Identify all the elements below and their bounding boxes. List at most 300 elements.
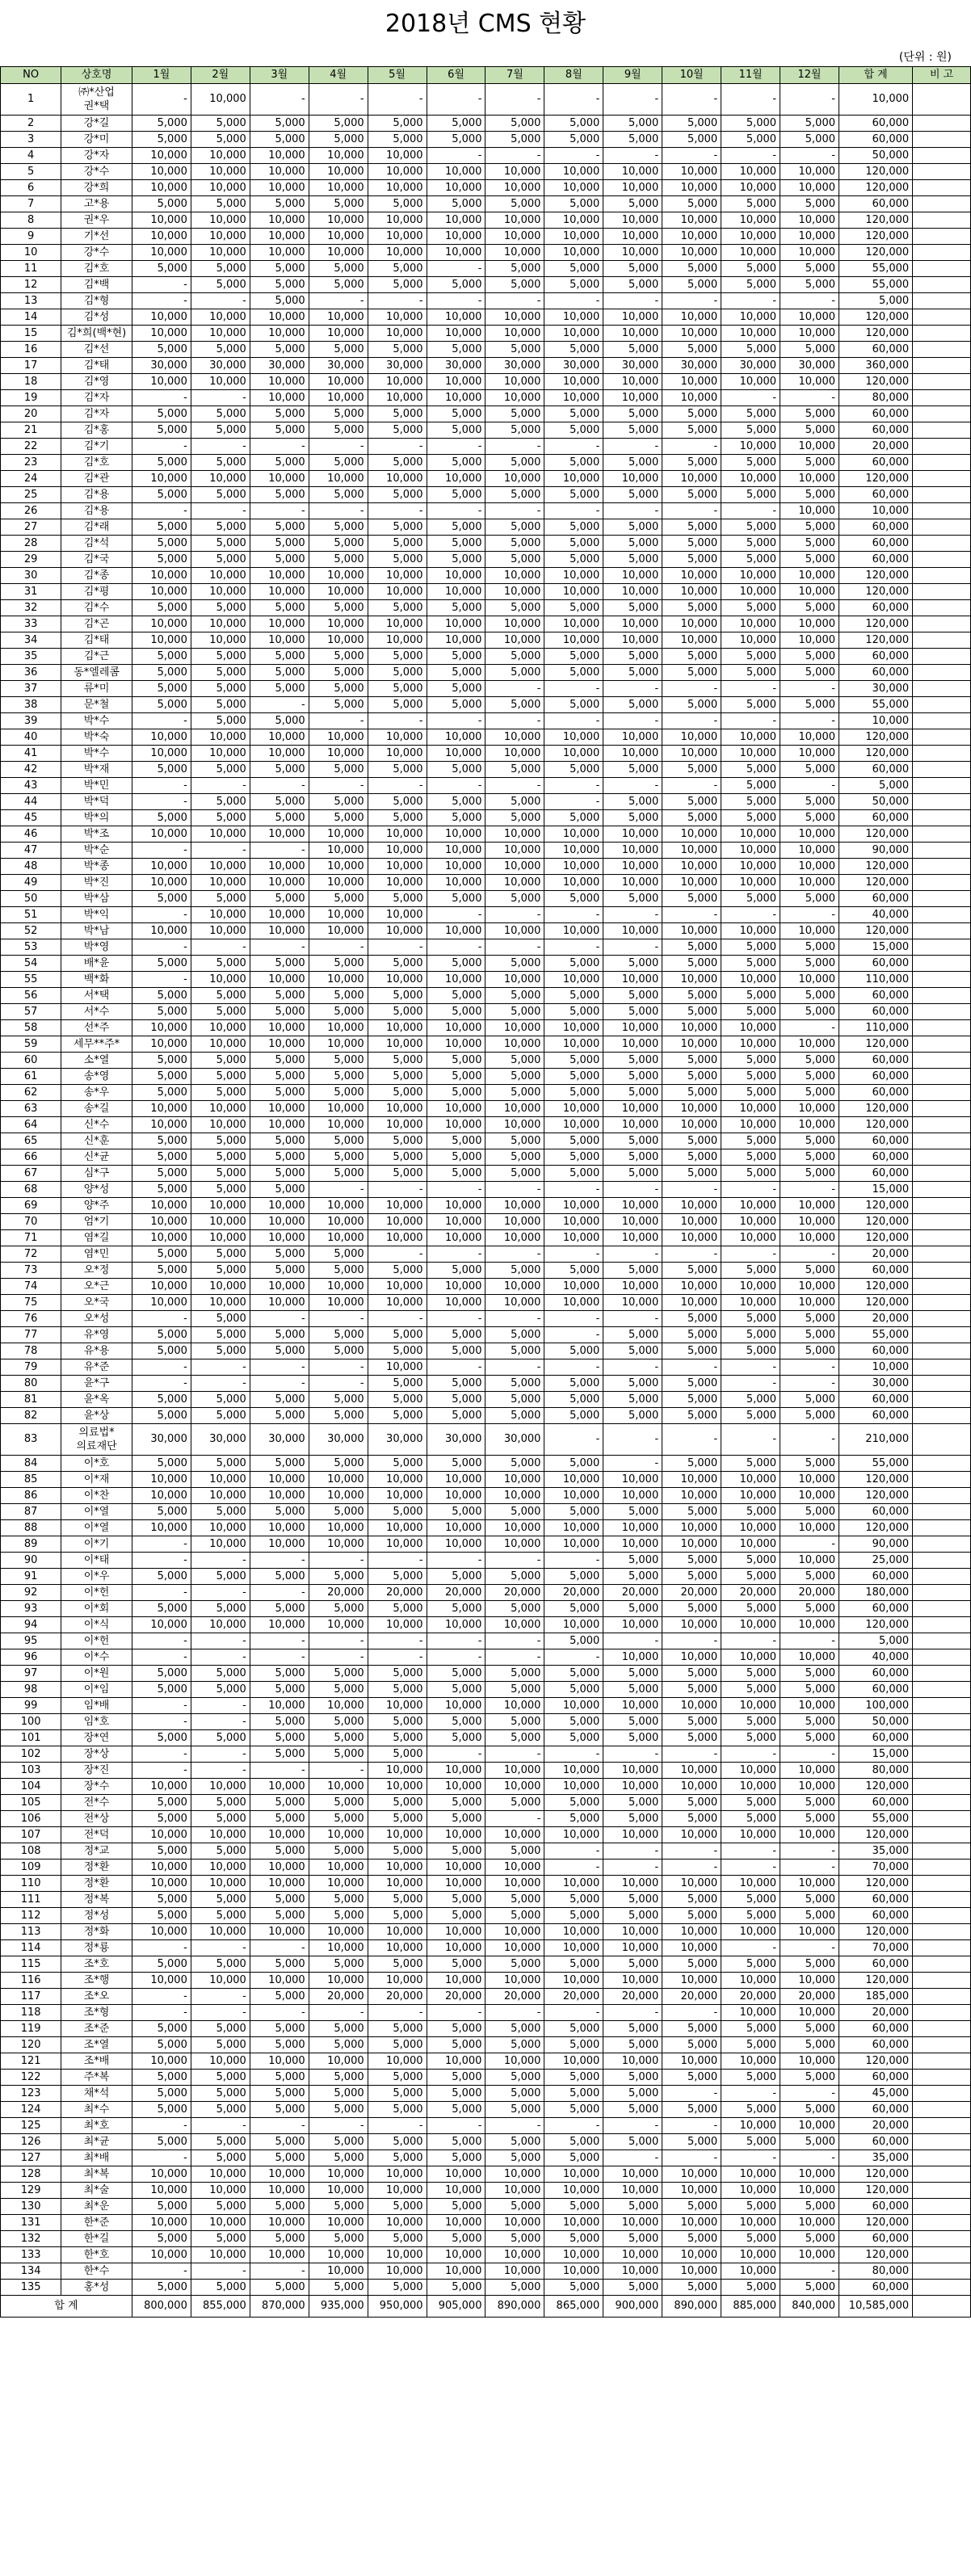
- month-amount: 10,000: [721, 1214, 780, 1230]
- row-number: 45: [1, 810, 61, 826]
- company-name: 임*호: [61, 1714, 132, 1730]
- month-amount: 5,000: [368, 1569, 427, 1585]
- month-amount: 10,000: [780, 1973, 839, 1989]
- month-amount: 5,000: [309, 665, 368, 681]
- month-amount: -: [132, 1376, 191, 1392]
- month-amount: -: [780, 1020, 839, 1036]
- month-amount: 10,000: [721, 1779, 780, 1795]
- month-amount: 20,000: [603, 1989, 662, 2005]
- remarks-cell: [913, 261, 971, 277]
- month-amount: 5,000: [662, 600, 721, 616]
- row-number: 13: [1, 293, 61, 309]
- month-amount: 10,000: [309, 1940, 368, 1956]
- company-name: 염*민: [61, 1246, 132, 1263]
- month-amount: 10,000: [544, 2263, 603, 2280]
- month-amount: 5,000: [662, 1730, 721, 1746]
- month-amount: 10,000: [662, 2263, 721, 2280]
- table-row: [1, 2118, 971, 2134]
- month-amount: 10,000: [603, 746, 662, 762]
- month-amount: 5,000: [132, 810, 191, 826]
- month-amount: 10,000: [780, 1876, 839, 1892]
- table-row: [1, 1085, 971, 1101]
- month-amount: 10,000: [603, 1617, 662, 1633]
- row-number: 27: [1, 519, 61, 536]
- month-amount: 5,000: [368, 2021, 427, 2037]
- month-amount: 10,000: [485, 616, 544, 632]
- table-row: [1, 229, 971, 245]
- month-amount: 5,000: [309, 1246, 368, 1263]
- month-amount: -: [250, 778, 309, 794]
- remarks-cell: [913, 1424, 971, 1456]
- remarks-cell: [913, 212, 971, 229]
- company-name: 박*수: [61, 713, 132, 729]
- month-amount: 20,000: [368, 1585, 427, 1601]
- month-amount: 5,000: [427, 519, 485, 536]
- month-amount: 10,000: [544, 923, 603, 939]
- month-amount: 5,000: [780, 2037, 839, 2053]
- month-amount: 10,000: [544, 1020, 603, 1036]
- month-amount: 5,000: [368, 794, 427, 810]
- month-amount: 10,000: [603, 1279, 662, 1295]
- month-amount: 10,000: [368, 1214, 427, 1230]
- row-total: 90,000: [839, 1536, 913, 1553]
- month-amount: -: [132, 2118, 191, 2134]
- month-amount: -: [132, 293, 191, 309]
- row-total: 60,000: [839, 1392, 913, 1408]
- month-amount: 5,000: [544, 1892, 603, 1908]
- table-row: [1, 2037, 971, 2053]
- row-total: 20,000: [839, 2118, 913, 2134]
- month-amount: -: [662, 439, 721, 455]
- row-total: 120,000: [839, 568, 913, 584]
- month-amount: -: [368, 713, 427, 729]
- month-amount: 5,000: [603, 406, 662, 422]
- month-amount: 5,000: [603, 1133, 662, 1149]
- table-row: [1, 1666, 971, 1682]
- company-name: 선*주: [61, 1020, 132, 1036]
- month-amount: 10,000: [721, 568, 780, 584]
- company-name: 김*성: [61, 309, 132, 326]
- month-amount: 5,000: [721, 810, 780, 826]
- month-amount: 10,000: [427, 972, 485, 988]
- month-amount: 10,000: [191, 1198, 250, 1214]
- month-amount: -: [250, 1649, 309, 1666]
- month-amount: 5,000: [368, 1408, 427, 1424]
- month-amount: -: [191, 503, 250, 519]
- month-amount: -: [721, 2150, 780, 2166]
- month-amount: 10,000: [662, 2183, 721, 2199]
- month-amount: 10,000: [544, 245, 603, 261]
- remarks-cell: [913, 1069, 971, 1085]
- month-amount: 10,000: [603, 972, 662, 988]
- month-amount: 10,000: [485, 729, 544, 746]
- month-amount: -: [427, 713, 485, 729]
- month-amount: 10,000: [721, 1198, 780, 1214]
- month-amount: 5,000: [485, 1892, 544, 1908]
- month-amount: 5,000: [132, 2280, 191, 2296]
- month-amount: 5,000: [132, 600, 191, 616]
- table-row: [1, 1520, 971, 1536]
- remarks-cell: [913, 2053, 971, 2070]
- month-amount: 5,000: [603, 1327, 662, 1343]
- month-amount: 30,000: [191, 358, 250, 374]
- month-amount: -: [427, 1311, 485, 1327]
- month-amount: 20,000: [368, 1989, 427, 2005]
- month-amount: 10,000: [721, 309, 780, 326]
- month-amount: -: [132, 1633, 191, 1649]
- month-amount: 5,000: [368, 1714, 427, 1730]
- month-amount: 5,000: [132, 1811, 191, 1827]
- row-total: 55,000: [839, 697, 913, 713]
- month-amount: 10,000: [603, 326, 662, 342]
- month-amount: -: [368, 1649, 427, 1666]
- month-amount: -: [191, 1553, 250, 1569]
- row-total: 60,000: [839, 455, 913, 471]
- month-amount: 10,000: [662, 1763, 721, 1779]
- company-name: 오*근: [61, 1279, 132, 1295]
- column-header: 합 계: [839, 67, 913, 84]
- row-total: 10,000: [839, 713, 913, 729]
- month-amount: 5,000: [603, 697, 662, 713]
- month-amount: 10,000: [368, 1617, 427, 1633]
- remarks-cell: [913, 2118, 971, 2134]
- row-total: 60,000: [839, 1166, 913, 1182]
- month-amount: 5,000: [132, 956, 191, 972]
- company-name: 고*용: [61, 196, 132, 212]
- table-row: [1, 503, 971, 519]
- company-name: 전*수: [61, 1795, 132, 1811]
- month-amount: -: [485, 778, 544, 794]
- month-amount: -: [191, 778, 250, 794]
- month-amount: -: [780, 1860, 839, 1876]
- month-amount: 5,000: [780, 1892, 839, 1908]
- row-number: 53: [1, 939, 61, 956]
- table-row: [1, 568, 971, 584]
- row-number: 113: [1, 1924, 61, 1940]
- month-amount: 5,000: [368, 1843, 427, 1860]
- month-amount: -: [780, 390, 839, 406]
- month-amount: 5,000: [368, 762, 427, 778]
- table-row: [1, 439, 971, 455]
- company-name: 김*석: [61, 536, 132, 552]
- month-amount: 10,000: [132, 1779, 191, 1795]
- row-number: 66: [1, 1149, 61, 1166]
- month-amount: 5,000: [191, 1392, 250, 1408]
- remarks-cell: [913, 1924, 971, 1940]
- row-total: 55,000: [839, 1811, 913, 1827]
- month-amount: 5,000: [250, 649, 309, 665]
- month-amount: 5,000: [485, 1376, 544, 1392]
- row-total: 120,000: [839, 746, 913, 762]
- month-amount: 10,000: [132, 616, 191, 632]
- row-total: 120,000: [839, 374, 913, 390]
- month-amount: 10,000: [368, 164, 427, 180]
- row-number: 116: [1, 1973, 61, 1989]
- month-amount: 5,000: [191, 1408, 250, 1424]
- month-amount: 10,000: [485, 1279, 544, 1295]
- month-amount: 5,000: [780, 2070, 839, 2086]
- company-name: 김*근: [61, 649, 132, 665]
- row-total: 120,000: [839, 2183, 913, 2199]
- month-amount: 5,000: [368, 342, 427, 358]
- row-total: 120,000: [839, 2215, 913, 2231]
- month-amount: 10,000: [662, 1876, 721, 1892]
- remarks-cell: [913, 1569, 971, 1585]
- month-amount: 10,000: [368, 180, 427, 196]
- month-amount: 5,000: [662, 1392, 721, 1408]
- month-amount: 10,000: [544, 616, 603, 632]
- month-amount: 10,000: [191, 1860, 250, 1876]
- remarks-cell: [913, 2215, 971, 2231]
- company-name: 최*호: [61, 2118, 132, 2134]
- month-amount: 5,000: [132, 552, 191, 568]
- month-amount: 5,000: [309, 1456, 368, 1472]
- month-amount: 10,000: [603, 471, 662, 487]
- month-amount: 5,000: [191, 600, 250, 616]
- month-amount: -: [780, 713, 839, 729]
- month-amount: -: [603, 84, 662, 116]
- month-amount: 10,000: [309, 1198, 368, 1214]
- month-amount: -: [132, 1698, 191, 1714]
- remarks-cell: [913, 439, 971, 455]
- company-name: 송*우: [61, 1085, 132, 1101]
- company-name: 김*자: [61, 406, 132, 422]
- month-amount: 10,000: [721, 1295, 780, 1311]
- month-amount: 10,000: [780, 164, 839, 180]
- remarks-cell: [913, 1198, 971, 1214]
- month-amount: 5,000: [368, 536, 427, 552]
- month-amount: 10,000: [544, 1472, 603, 1488]
- remarks-cell: [913, 293, 971, 309]
- month-amount: 10,000: [250, 1117, 309, 1133]
- month-amount: 30,000: [191, 1424, 250, 1456]
- remarks-cell: [913, 1085, 971, 1101]
- month-amount: 10,000: [309, 568, 368, 584]
- company-name: 정*룡: [61, 1940, 132, 1956]
- month-amount: 5,000: [250, 681, 309, 697]
- month-amount: 10,000: [721, 2247, 780, 2263]
- row-total: 120,000: [839, 875, 913, 891]
- month-amount: 5,000: [721, 649, 780, 665]
- month-amount: 5,000: [250, 762, 309, 778]
- month-amount: 10,000: [544, 1295, 603, 1311]
- month-amount: -: [368, 1246, 427, 1263]
- month-amount: -: [544, 1182, 603, 1198]
- company-name: 장*진: [61, 1763, 132, 1779]
- month-amount: 10,000: [250, 2215, 309, 2231]
- month-amount: -: [309, 503, 368, 519]
- table-row: [1, 1504, 971, 1520]
- month-amount: 5,000: [309, 2037, 368, 2053]
- month-amount: -: [368, 503, 427, 519]
- month-amount: 5,000: [780, 1133, 839, 1149]
- row-number: 91: [1, 1569, 61, 1585]
- month-amount: 5,000: [427, 2037, 485, 2053]
- month-amount: 5,000: [721, 2070, 780, 2086]
- month-amount: 5,000: [427, 1682, 485, 1698]
- month-amount: 5,000: [309, 1133, 368, 1149]
- month-amount: -: [662, 681, 721, 697]
- month-amount: 10,000: [721, 2005, 780, 2021]
- remarks-cell: [913, 632, 971, 649]
- month-amount: 10,000: [662, 1649, 721, 1666]
- row-number: 79: [1, 1359, 61, 1376]
- month-amount: 5,000: [780, 2280, 839, 2296]
- month-amount: -: [662, 2150, 721, 2166]
- month-amount: 10,000: [544, 2166, 603, 2183]
- month-amount: 5,000: [780, 794, 839, 810]
- month-amount: 10,000: [250, 1536, 309, 1553]
- month-amount: 10,000: [544, 1698, 603, 1714]
- company-name: 정*교: [61, 1843, 132, 1860]
- remarks-cell: [913, 875, 971, 891]
- month-amount: 10,000: [309, 1876, 368, 1892]
- month-amount: 5,000: [427, 1166, 485, 1182]
- remarks-cell: [913, 972, 971, 988]
- month-amount: 5,000: [368, 1730, 427, 1746]
- table-row: [1, 245, 971, 261]
- month-amount: 5,000: [132, 1133, 191, 1149]
- row-total: 120,000: [839, 1117, 913, 1133]
- month-amount: 10,000: [427, 1472, 485, 1488]
- month-amount: 10,000: [721, 616, 780, 632]
- month-amount: 5,000: [309, 2199, 368, 2215]
- month-amount: 10,000: [250, 1520, 309, 1536]
- month-amount: 10,000: [191, 471, 250, 487]
- row-number: 44: [1, 794, 61, 810]
- month-amount: 5,000: [132, 2102, 191, 2118]
- remarks-cell: [913, 1553, 971, 1569]
- row-number: 34: [1, 632, 61, 649]
- month-amount: -: [132, 2263, 191, 2280]
- month-amount: 10,000: [368, 584, 427, 600]
- month-amount: 5,000: [191, 196, 250, 212]
- month-amount: 5,000: [603, 1666, 662, 1682]
- month-amount: 10,000: [662, 2247, 721, 2263]
- row-total: 120,000: [839, 1472, 913, 1488]
- month-amount: 10,000: [309, 1214, 368, 1230]
- month-amount: 10,000: [603, 1698, 662, 1714]
- month-amount: 10,000: [191, 2053, 250, 2070]
- month-amount: -: [368, 939, 427, 956]
- row-number: 16: [1, 342, 61, 358]
- month-amount: 5,000: [780, 1085, 839, 1101]
- month-amount: 5,000: [780, 2231, 839, 2247]
- month-amount: -: [485, 293, 544, 309]
- remarks-cell: [913, 1004, 971, 1020]
- company-name: 김*선: [61, 342, 132, 358]
- row-number: 69: [1, 1198, 61, 1214]
- month-amount: 5,000: [780, 1408, 839, 1424]
- month-amount: 10,000: [309, 1472, 368, 1488]
- row-number: 131: [1, 2215, 61, 2231]
- month-amount: 10,000: [485, 875, 544, 891]
- month-amount: 5,000: [191, 2086, 250, 2102]
- month-amount: -: [309, 2118, 368, 2134]
- month-amount: 10,000: [780, 875, 839, 891]
- month-amount: 5,000: [427, 891, 485, 907]
- month-amount: 10,000: [191, 2215, 250, 2231]
- table-row: [1, 1117, 971, 1133]
- month-amount: 10,000: [132, 212, 191, 229]
- month-amount: 5,000: [721, 956, 780, 972]
- month-amount: 10,000: [132, 859, 191, 875]
- month-amount: 10,000: [662, 1214, 721, 1230]
- month-amount: 5,000: [132, 487, 191, 503]
- grand-total: 10,585,000: [839, 2296, 913, 2318]
- month-amount: 5,000: [427, 810, 485, 826]
- month-amount: 5,000: [132, 891, 191, 907]
- month-amount: 5,000: [485, 988, 544, 1004]
- month-amount: 10,000: [427, 471, 485, 487]
- table-row: [1, 843, 971, 859]
- month-amount: 30,000: [427, 358, 485, 374]
- remarks-cell: [913, 84, 971, 116]
- remarks-cell: [913, 2102, 971, 2118]
- month-amount: 10,000: [368, 1536, 427, 1553]
- month-amount: 10,000: [250, 2183, 309, 2199]
- month-amount: 10,000: [780, 746, 839, 762]
- month-amount: 5,000: [721, 406, 780, 422]
- month-amount: -: [191, 1376, 250, 1392]
- company-name: 송*영: [61, 1069, 132, 1085]
- row-total: 60,000: [839, 487, 913, 503]
- row-total: 60,000: [839, 1908, 913, 1924]
- row-number: 110: [1, 1876, 61, 1892]
- month-amount: 5,000: [780, 665, 839, 681]
- table-row: [1, 1940, 971, 1956]
- month-amount: 5,000: [721, 1053, 780, 1069]
- month-amount: 5,000: [662, 422, 721, 439]
- month-amount: -: [368, 1633, 427, 1649]
- month-amount: 5,000: [132, 1504, 191, 1520]
- month-amount: 5,000: [191, 2134, 250, 2150]
- month-amount: 5,000: [309, 1811, 368, 1827]
- month-amount: -: [544, 2005, 603, 2021]
- column-header: 4월: [309, 67, 368, 84]
- company-name: 문*철: [61, 697, 132, 713]
- month-amount: 10,000: [132, 632, 191, 649]
- company-name: 장*연: [61, 1730, 132, 1746]
- month-amount: 5,000: [132, 1666, 191, 1682]
- month-amount: 5,000: [603, 487, 662, 503]
- total-amount: [913, 2296, 971, 2318]
- month-amount: 30,000: [485, 358, 544, 374]
- month-amount: 20,000: [544, 1585, 603, 1601]
- month-amount: 10,000: [780, 1698, 839, 1714]
- company-name: 김*형: [61, 293, 132, 309]
- month-amount: 10,000: [603, 2263, 662, 2280]
- month-amount: 10,000: [485, 471, 544, 487]
- month-amount: 10,000: [603, 568, 662, 584]
- month-amount: 10,000: [544, 1279, 603, 1295]
- remarks-cell: [913, 1892, 971, 1908]
- remarks-cell: [913, 794, 971, 810]
- month-amount: 10,000: [368, 1876, 427, 1892]
- month-amount: 10,000: [427, 1230, 485, 1246]
- month-amount: 5,000: [427, 988, 485, 1004]
- row-number: 96: [1, 1649, 61, 1666]
- company-name: 송*길: [61, 1101, 132, 1117]
- table-row: [1, 1601, 971, 1617]
- month-amount: 5,000: [721, 261, 780, 277]
- company-name: 조*행: [61, 1973, 132, 1989]
- month-amount: 5,000: [309, 810, 368, 826]
- month-amount: 10,000: [603, 729, 662, 746]
- month-amount: 5,000: [191, 1843, 250, 1860]
- remarks-cell: [913, 552, 971, 568]
- remarks-cell: [913, 132, 971, 148]
